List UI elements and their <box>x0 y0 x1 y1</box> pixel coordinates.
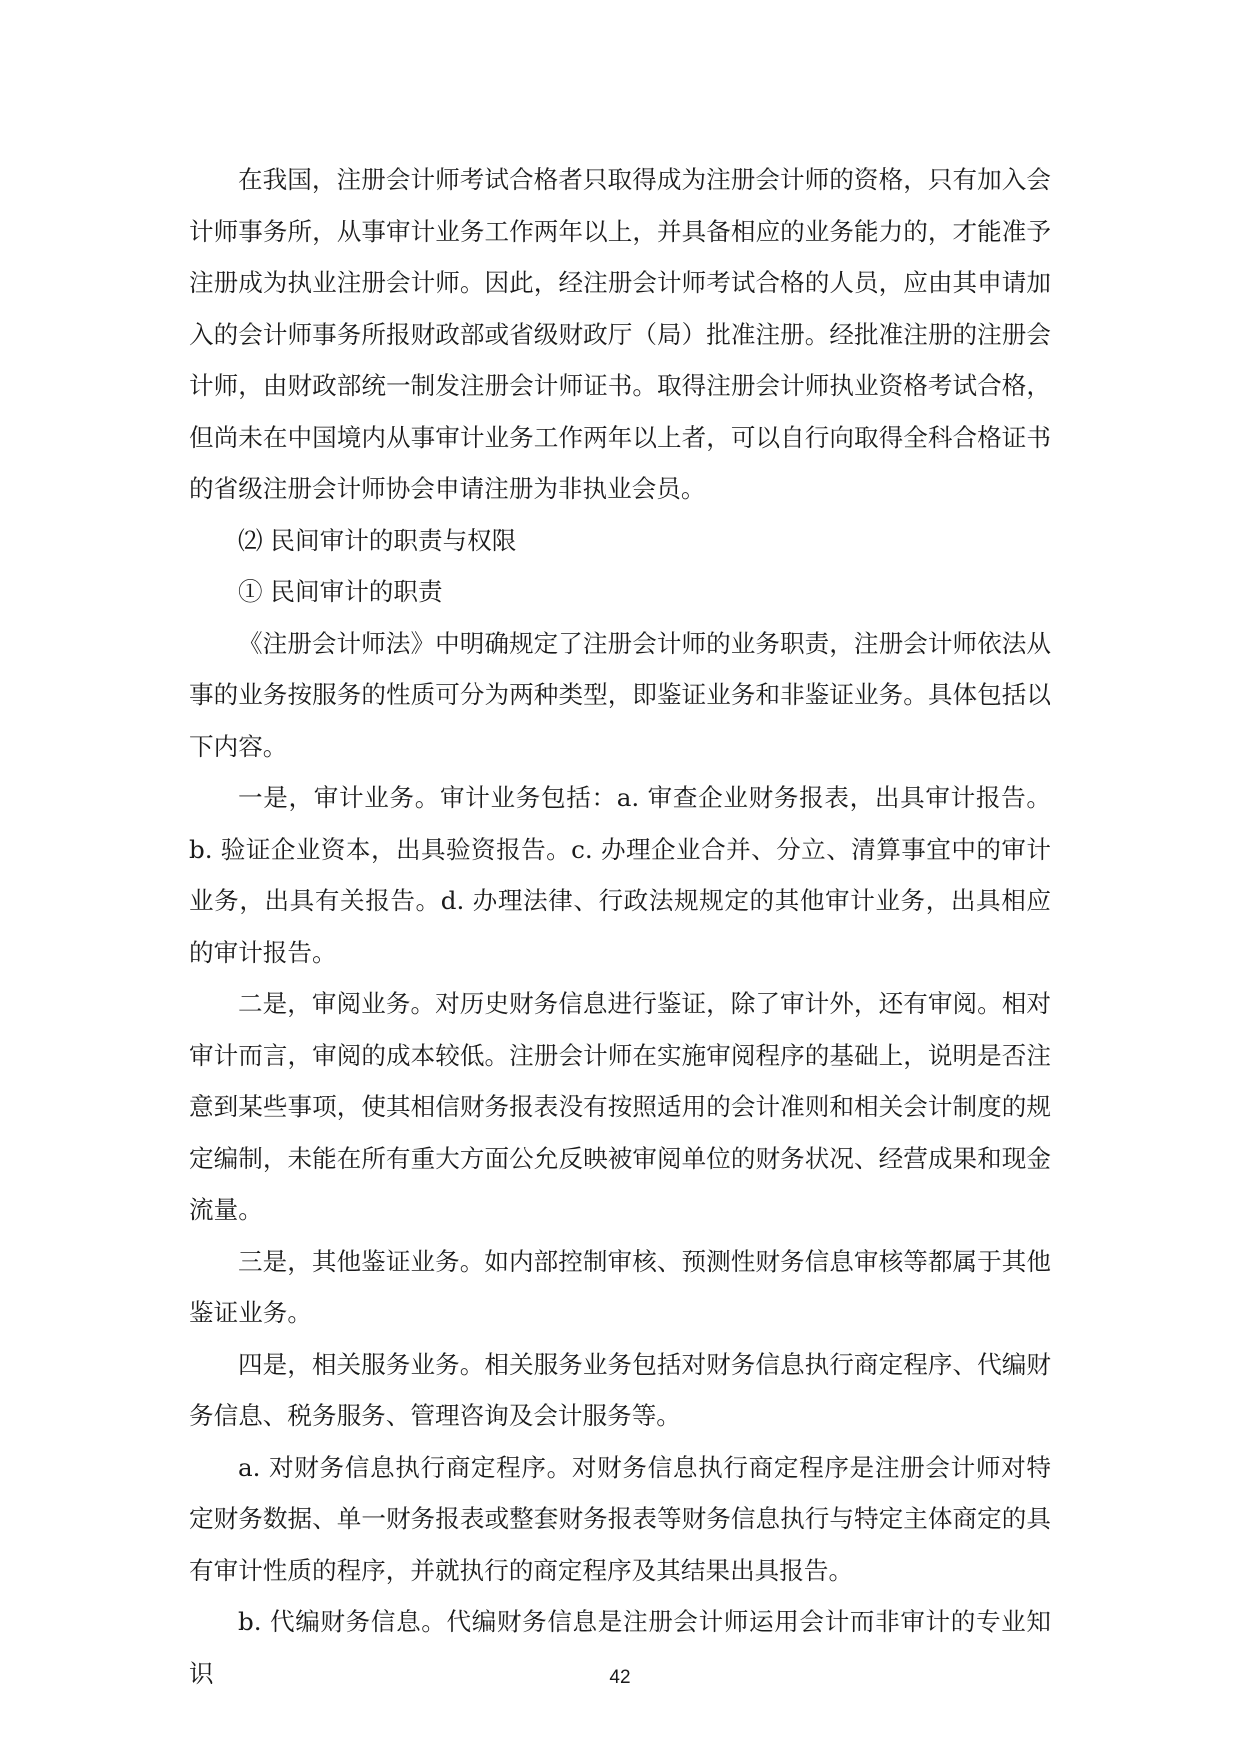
paragraph-review-business: 二是，审阅业务。对历史财务信息进行鉴证，除了审计外，还有审阅。相对审计而言，审阅的成本较低。注册会计师在实施审阅程序的基础上，说明是否注意到某些事项，使其相信财务报表没有按照适用的会计准则和相关会计制度的规定编制，未能在所有重大方面公允反映被审阅单位的财务状况、经营成果和现金流量。 <box>189 989 1051 1224</box>
paragraph-related-services: 四是，相关服务业务。相关服务业务包括对财务信息执行商定程序、代编财务信息、税务服务、管理咨询及会计服务等。 <box>189 1349 1051 1430</box>
paragraph-agreed-upon-procedures: a. 对财务信息执行商定程序。对财务信息执行商定程序是注册会计师对特定财务数据、单一财务报表或整套财务报表等财务信息执行与特定主体商定的具有审计性质的程序，并就执行的商定程序及其结果出具报告。 <box>189 1452 1051 1585</box>
paragraph-other-assurance: 三是，其他鉴证业务。如内部控制审核、预测性财务信息审核等都属于其他鉴证业务。 <box>189 1246 1051 1327</box>
page-number: 42 <box>609 1667 631 1688</box>
document-body <box>189 154 1051 1699</box>
subsection-heading-duties: ① 民间审计的职责 <box>238 577 443 606</box>
paragraph-cpa-registration: 在我国，注册会计师考试合格者只取得成为注册会计师的资格，只有加入会计师事务所，从事审计业务工作两年以上，并具备相应的业务能力的，才能准予注册成为执业注册会计师。因此，经注册会计师考试合格的人员，应由其申请加入的会计师事务所报财政部或省级财政厅（局）批准注册。经批准注册的注册会计师，由财政部统一制发注册会计师证书。取得注册会计师执业资格考试合格，但尚未在中国境内从事审计业务工作两年以上者，可以自行向取得全科合格证书的省级注册会计师协会申请注册为非执业会员。 <box>189 165 1051 503</box>
paragraph-compilation: b. 代编财务信息。代编财务信息是注册会计师运用会计而非审计的专业知识 <box>189 1607 1051 1688</box>
section-heading-duties-and-powers: ⑵ 民间审计的职责与权限 <box>238 525 517 555</box>
paragraph-audit-business: 一是，审计业务。审计业务包括：a. 审查企业财务报表，出具审计报告。b. 验证企业资本，出具验资报告。c. 办理企业合并、分立、清算事宜中的审计业务，出具有关报告。d. 办理法律、行政法规规定的其他审计业务，出具相应的审计报告。 <box>189 783 1051 967</box>
paragraph-cpa-law-duties: 《注册会计师法》中明确规定了注册会计师的业务职责，注册会计师依法从事的业务按服务的性质可分为两种类型，即鉴证业务和非鉴证业务。具体包括以下内容。 <box>189 628 1051 761</box>
